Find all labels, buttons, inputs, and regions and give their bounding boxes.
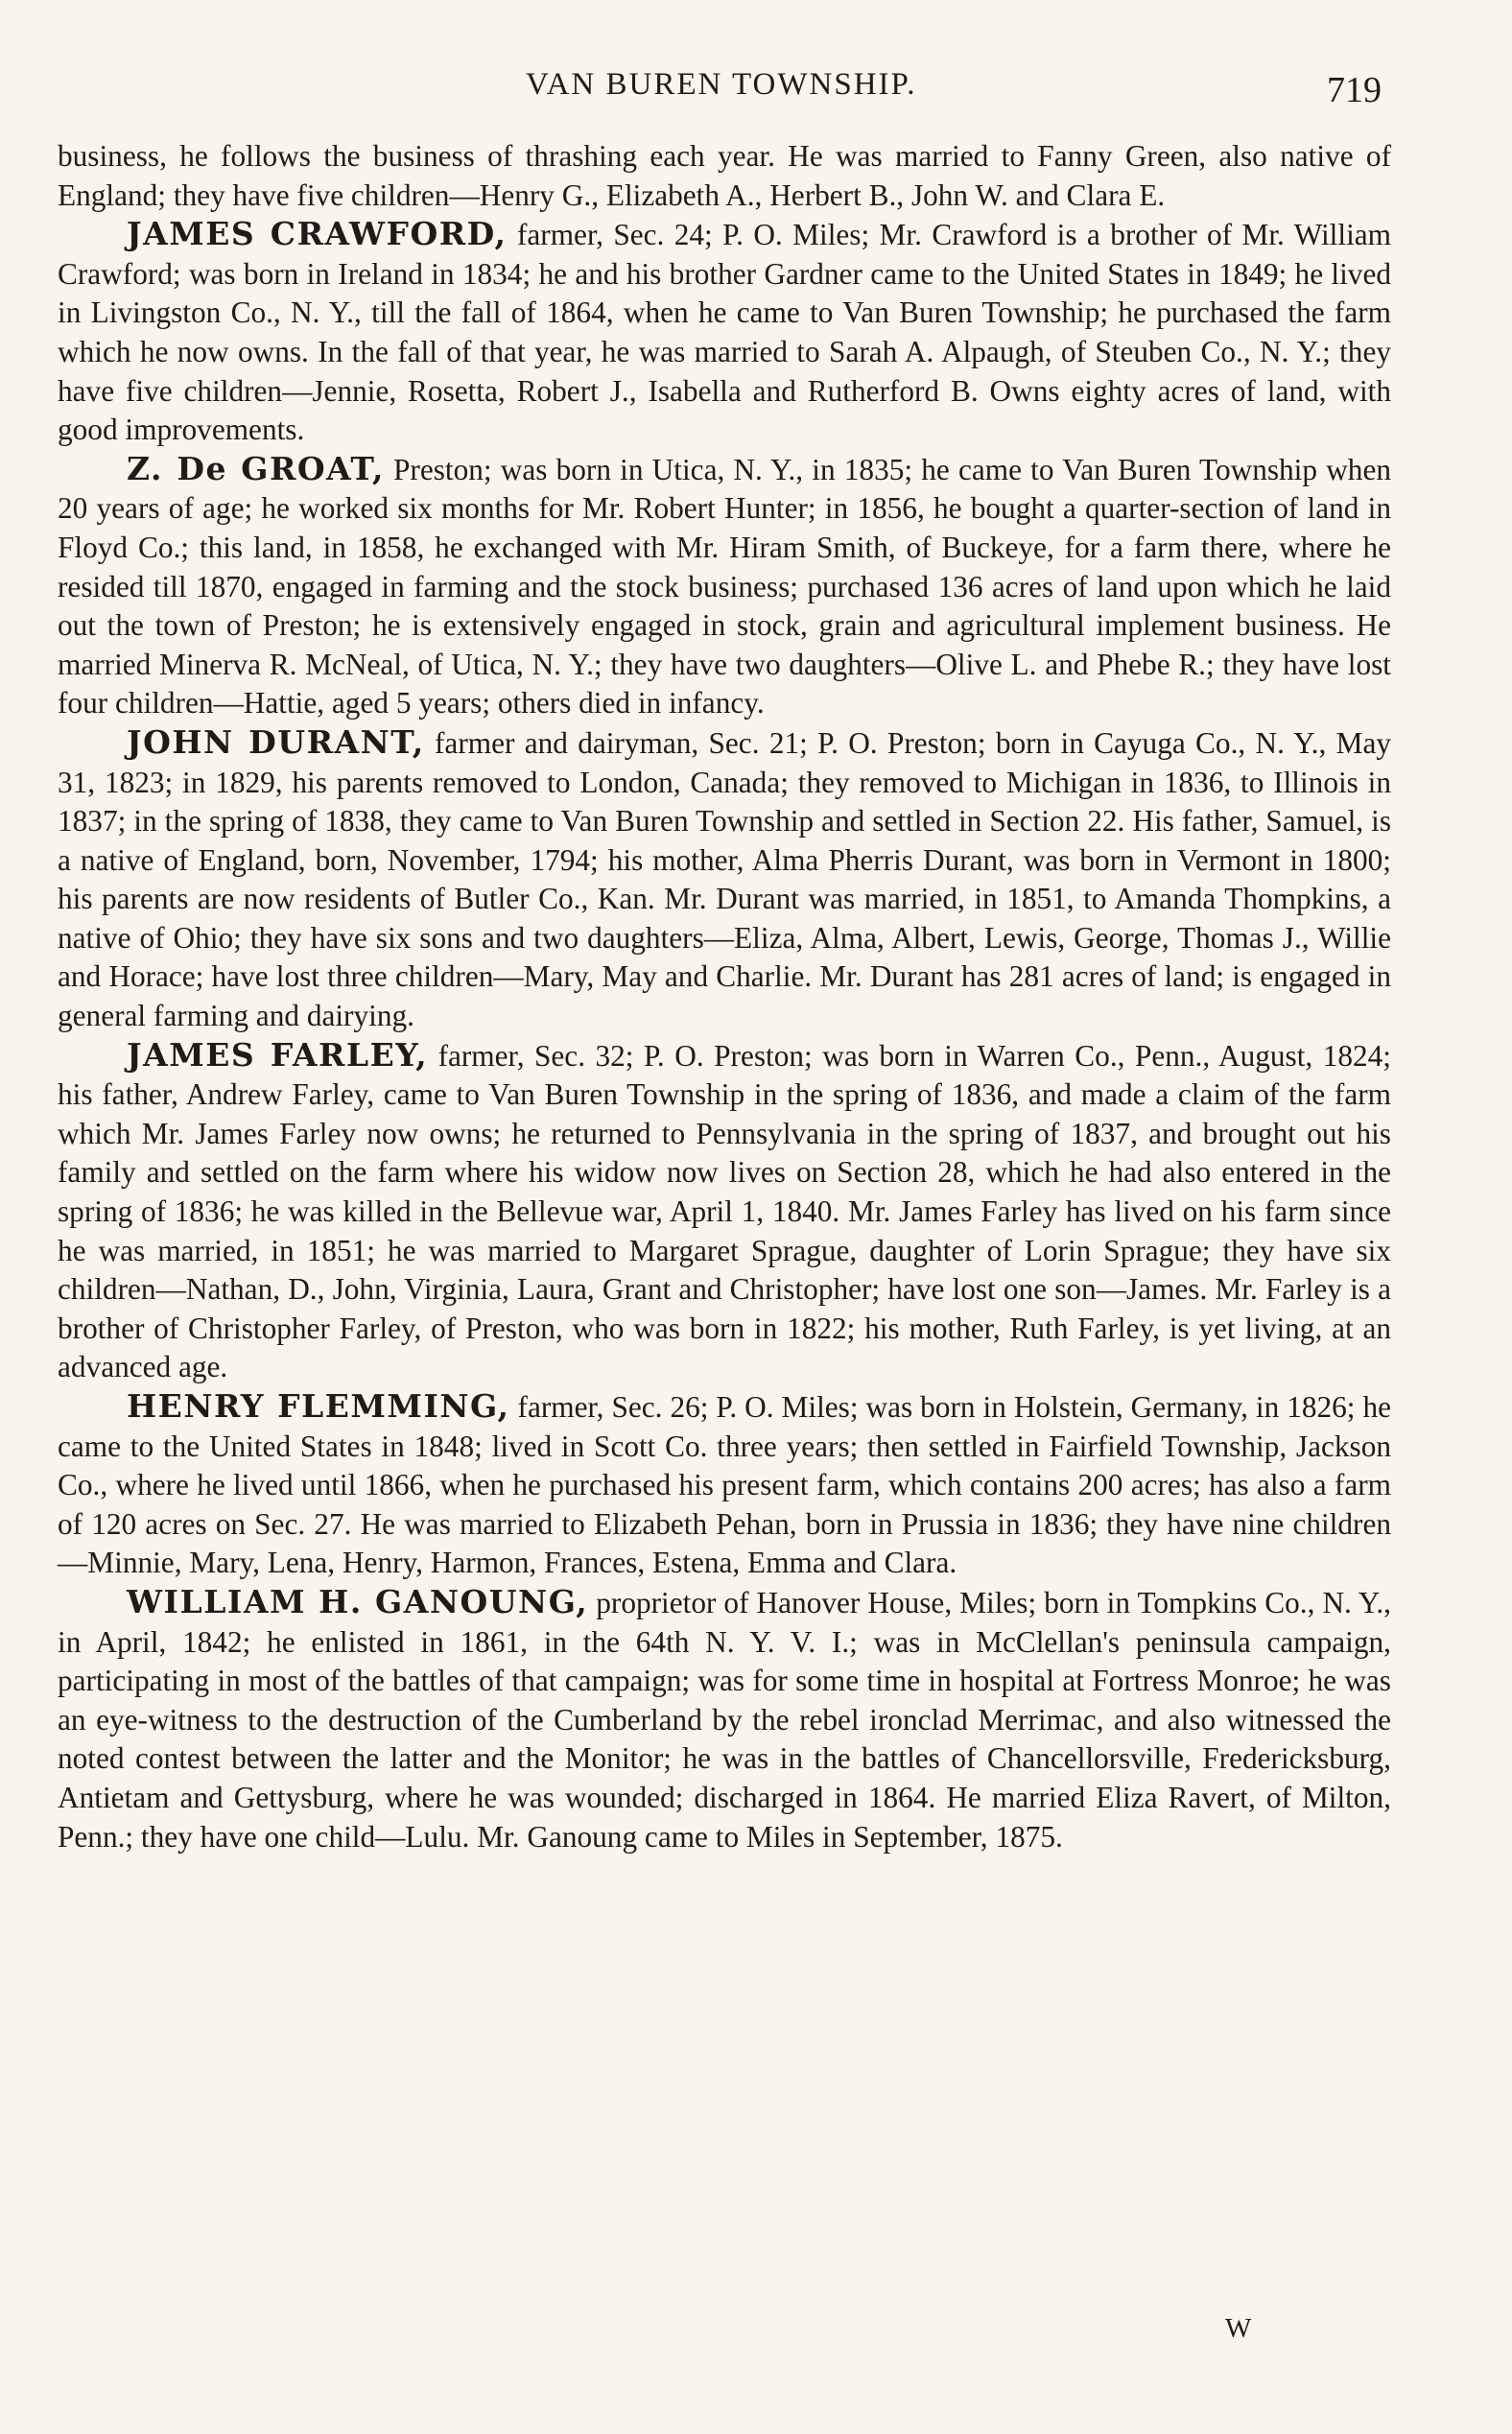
entry-text: Preston; was born in Utica, N. Y., in 1835; he came to Van Buren Township when 20 years of age; he worked six months for Mr. Robert Hunter; in 1856, he bought a quarter-section of land in Floyd Co.; this land, in 1858, he exchanged with Mr. Hiram Smith, of Buckeye, for a farm there, where he resided till 1870, engaged in farming and the stock business; purchased 136 acres of land upon which he laid out the town of Preston; he is extensively engaged in stock, grain and agricultural implement business. He married Minerva R. McNeal, of Utica, N. Y.; they have two daughters—Olive L. and Phebe R.; they have lost four children—Hattie, aged 5 years; others died in infancy. xyxy=(58,452,1391,721)
entry-name: WILLIAM H. GANOUNG, xyxy=(127,1582,589,1620)
page-header xyxy=(0,56,1512,113)
biography-entry-farley xyxy=(58,1036,1391,1387)
entry-text: farmer, Sec. 26; P. O. Miles; was born in Holstein, Germany, in 1826; he came to the United States in 1848; lived in Scott Co. three years; then settled in Fairfield Township, Jackson Co., where he lived until 1866, when he purchased his present farm, which contains 200 acres; has also a farm of 120 acres on Sec. 27. He was married to Elizabeth Pehan, born in Prussia in 1836; they have nine children—Minnie, Mary, Lena, Henry, Harmon, Frances, Estena, Emma and Clara. xyxy=(58,1390,1392,1580)
biography-entry-continued xyxy=(58,137,1391,215)
entry-name: Z. De GROAT, xyxy=(127,449,385,487)
biography-entry-crawford xyxy=(58,215,1391,450)
signature-mark: W xyxy=(1225,2313,1252,2344)
entry-text: farmer, Sec. 32; P. O. Preston; was born in Warren Co., Penn., August, 1824; his father, Andrew Farley, came to Van Buren Township in the spring of 1836, and made a claim of the farm which Mr. James Farley now owns; he returned to Pennsylvania in the spring of 1837, and brought out his family and settled on the farm where his widow now lives on Section 28, which he had also entered in the spring of 1836; he was killed in the Bellevue war, April 1, 1840. Mr. James Farley has lived on his farm since he was married, in 1851; he was married to Margaret Sprague, daughter of Lorin Sprague; they have six children—Nathan, D., John, Virginia, Laura, Grant and Christopher; have lost one son—James. Mr. Farley is a brother of Christopher Farley, of Preston, who was born in 1822; his mother, Ruth Farley, is yet living, at an advanced age. xyxy=(58,1038,1391,1384)
entry-name: JAMES FARLEY, xyxy=(127,1035,429,1074)
entry-name: JOHN DURANT, xyxy=(127,722,425,761)
entry-paragraph xyxy=(58,1387,1391,1583)
biography-column xyxy=(58,137,1391,1856)
entry-paragraph xyxy=(58,1583,1391,1856)
biography-entry-durant xyxy=(58,723,1391,1036)
entry-name: JAMES CRAWFORD, xyxy=(127,215,508,253)
entry-text: farmer, Sec. 24; P. O. Miles; Mr. Crawford is a brother of Mr. William Crawford; was born in Ireland in 1834; he and his brother Gardner came to the United States in 1849; he lived in Livingston Co., N. Y., till the fall of 1864, when he came to Van Buren Township; he purchased the farm which he now owns. In the fall of that year, he was married to Sarah A. Alpaugh, of Steuben Co., N. Y.; they have five children—Jennie, Rosetta, Robert J., Isabella and Rutherford B. Owns eighty acres of land, with good improvements. xyxy=(58,218,1391,447)
entry-paragraph xyxy=(58,215,1391,450)
entry-text: farmer and dairyman, Sec. 21; P. O. Preston; born in Cayuga Co., N. Y., May 31, 1823; in 1829, his parents removed to London, Canada; they removed to Michigan in 1836, to Illinois in 1837; in the spring of 1838, they came to Van Buren Township and settled in Section 22. His father, Samuel, is a native of England, born, November, 1794; his mother, Alma Pherris Durant, was born in Vermont in 1800; his parents are now residents of Butler Co., Kan. Mr. Durant was married, in 1851, to Amanda Thompkins, a native of Ohio; they have six sons and two daughters—Eliza, Alma, Albert, Lewis, George, Thomas J., Willie and Horace; have lost three children—Mary, May and Charlie. Mr. Durant has 281 acres of land; is engaged in general farming and dairying. xyxy=(58,725,1391,1033)
biography-entry-ganoung xyxy=(58,1583,1391,1856)
entry-name: HENRY FLEMMING, xyxy=(127,1387,510,1425)
entry-paragraph xyxy=(58,137,1391,215)
page-number: 719 xyxy=(1327,70,1382,110)
entry-text: business, he follows the business of thrashing each year. He was married to Fanny Green, also native of England; they have five children—Henry G., Elizabeth A., Herbert B., John W. and Clara E. xyxy=(58,139,1391,212)
biography-entry-flemming xyxy=(58,1387,1391,1583)
biography-entry-degroat xyxy=(58,450,1391,723)
entry-text: proprietor of Hanover House, Miles; born in Tompkins Co., N. Y., in April, 1842; he enlisted in 1861, in the 64th N. Y. V. I.; was in McClellan's peninsula campaign, participating in most of the battles of that campaign; was for some time in hospital at Fortress Monroe; he was an eye-witness to the destruction of the Cumberland by the rebel ironclad Merrimac, and also witnessed the noted contest between the latter and the Monitor; he was in the battles of Chancellorsville, Fredericksburg, Antietam and Gettysburg, where he was wounded; discharged in 1864. He married Eliza Ravert, of Milton, Penn.; they have one child—Lulu. Mr. Ganoung came to Miles in September, 1875. xyxy=(58,1585,1391,1854)
running-title: VAN BUREN TOWNSHIP. xyxy=(526,67,917,102)
entry-paragraph xyxy=(58,723,1391,1036)
entry-paragraph xyxy=(58,1036,1391,1387)
entry-paragraph xyxy=(58,450,1391,723)
